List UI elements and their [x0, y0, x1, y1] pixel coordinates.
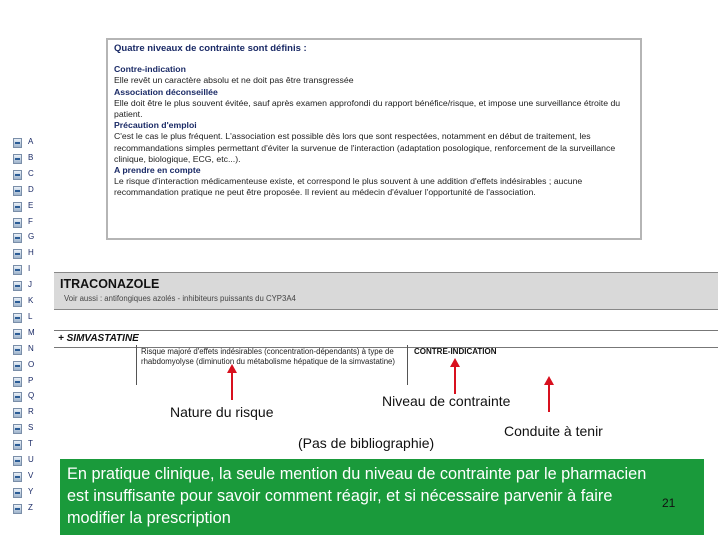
definition-term: Précaution d'emploi	[114, 120, 197, 131]
document-icon	[13, 233, 22, 243]
definition-item	[114, 165, 634, 199]
risk-description: Risque majoré d'effets indésirables (concentration-dépendants) à type de rhabdomyolyse (diminution du métabolisme hépatique de la simvastatine)	[136, 345, 408, 385]
index-letter-k[interactable]	[10, 295, 50, 309]
drug-see-also: Voir aussi : antifongiques azolés - inhibiteurs puissants du CYP3A4	[64, 294, 296, 303]
document-icon	[13, 392, 22, 402]
definition-term: Association déconseillée	[114, 86, 218, 97]
index-letter-u[interactable]	[10, 454, 50, 468]
definition-text: C'est le cas le plus fréquent. L'association est possible dès lors que sont respectées, notamment en début de traitement, les recommandations simples permettant d'éviter la survenue de l'interaction (adaptation posologique, renforcement de la surveillance clinique, biologique, ECG, etc...).	[114, 131, 616, 164]
index-letter-label: O	[28, 359, 35, 369]
index-letter-j[interactable]	[10, 279, 50, 293]
level-label: Niveau de contrainte	[382, 393, 511, 409]
definition-term: Contre-indication	[114, 64, 186, 75]
index-letter-label: A	[28, 137, 34, 146]
index-letter-label: L	[28, 311, 33, 321]
page-number: 21	[662, 496, 676, 510]
document-icon	[13, 488, 22, 498]
definition-item	[114, 120, 634, 165]
index-letter-label: S	[28, 423, 34, 433]
index-letter-n[interactable]	[10, 343, 50, 357]
index-letter-label: M	[28, 327, 35, 337]
nature-label: Nature du risque	[170, 404, 274, 420]
index-letter-label: Z	[28, 502, 33, 512]
index-letter-label: J	[28, 280, 32, 290]
index-letter-q[interactable]	[10, 390, 50, 404]
index-letter-l[interactable]	[10, 311, 50, 325]
index-letter-o[interactable]	[10, 359, 50, 373]
level-arrow-icon	[454, 366, 456, 394]
document-icon	[13, 265, 22, 275]
definition-text: Elle revêt un caractère absolu et ne doit pas être transgressée	[114, 75, 354, 86]
index-letter-label: N	[28, 343, 34, 353]
index-letter-z[interactable]	[10, 502, 50, 516]
document-icon	[13, 377, 22, 387]
conclusion-text: En pratique clinique, la seule mention du niveau de contrainte par le pharmacien est insuffisante pour savoir comment réagir, et si nécessaire parvenir à faire modifier la prescription	[67, 465, 647, 527]
index-letter-label: Y	[28, 486, 34, 496]
index-letter-c[interactable]	[10, 168, 50, 182]
index-letter-label: U	[28, 455, 34, 464]
constraint-level: CONTRE-INDICATION	[414, 347, 497, 356]
document-icon	[13, 154, 22, 164]
document-icon	[13, 281, 22, 291]
document-icon	[13, 424, 22, 434]
document-icon	[13, 329, 22, 339]
index-letter-f[interactable]	[10, 216, 50, 230]
index-letter-label: I	[28, 264, 31, 274]
drug-header	[54, 272, 718, 310]
conclusion-banner	[60, 459, 704, 535]
definition-text: Le risque d'interaction médicamenteuse existe, et correspond le plus souvent à une addition d'effets indésirables ; aucune recommandation pratique ne peut être proposée. Il revient au médecin d'évaluer l'opportunité de l'association.	[114, 176, 583, 198]
index-letter-label: K	[28, 296, 34, 305]
index-letter-label: H	[28, 248, 34, 258]
document-icon	[13, 361, 22, 371]
document-icon	[13, 345, 22, 355]
drug-name: ITRACONAZOLE	[60, 277, 160, 291]
document-icon	[13, 313, 22, 323]
document-icon	[13, 297, 22, 307]
index-letter-y[interactable]	[10, 486, 50, 500]
index-letter-r[interactable]	[10, 406, 50, 420]
definition-text: Elle doit être le plus souvent évitée, sauf après examen approfondi du rapport bénéfice/risque, et impose une surveillance étroite du patient.	[114, 97, 621, 120]
index-letter-i[interactable]	[10, 263, 50, 277]
index-letter-v[interactable]	[10, 470, 50, 484]
index-letter-t[interactable]	[10, 438, 50, 452]
index-letter-p[interactable]	[10, 375, 50, 389]
index-letter-g[interactable]	[10, 231, 50, 245]
definition-term: A prendre en compte	[114, 165, 201, 176]
definition-item	[114, 64, 634, 86]
index-letter-label: B	[28, 152, 34, 162]
document-icon	[13, 249, 22, 259]
conduct-label: Conduite à tenir	[504, 423, 603, 439]
index-letter-label: R	[28, 407, 34, 417]
definition-item	[114, 87, 634, 121]
index-letter-label: F	[28, 216, 33, 226]
nature-arrow-icon	[231, 372, 233, 400]
index-letter-label: T	[28, 439, 33, 449]
index-letter-label: C	[28, 168, 34, 178]
index-letter-label: P	[28, 375, 34, 385]
index-letter-label: G	[28, 232, 35, 242]
document-icon	[13, 138, 22, 148]
document-icon	[13, 170, 22, 180]
index-letter-h[interactable]	[10, 247, 50, 261]
index-letter-e[interactable]	[10, 200, 50, 214]
definitions-heading: Quatre niveaux de contrainte sont définis :	[114, 43, 307, 54]
document-icon	[13, 504, 22, 514]
document-icon	[13, 218, 22, 228]
constraint-levels-box	[106, 38, 642, 240]
index-letter-label: Q	[28, 391, 35, 401]
index-letter-b[interactable]	[10, 152, 50, 166]
bibliography-label: (Pas de bibliographie)	[298, 435, 435, 451]
index-letter-m[interactable]	[10, 327, 50, 341]
document-icon	[13, 408, 22, 418]
document-icon	[13, 186, 22, 196]
document-icon	[13, 472, 22, 482]
document-icon	[13, 440, 22, 450]
document-icon	[13, 202, 22, 212]
association-name: + SIMVASTATINE	[58, 333, 139, 344]
index-letter-label: V	[28, 470, 34, 480]
index-letter-d[interactable]	[10, 184, 50, 198]
document-icon	[13, 456, 22, 466]
index-letter-label: D	[28, 184, 34, 194]
index-letter-label: E	[28, 200, 34, 210]
index-letter-a[interactable]	[10, 136, 50, 150]
index-letter-s[interactable]	[10, 422, 50, 436]
conduct-arrow-icon	[548, 384, 550, 412]
